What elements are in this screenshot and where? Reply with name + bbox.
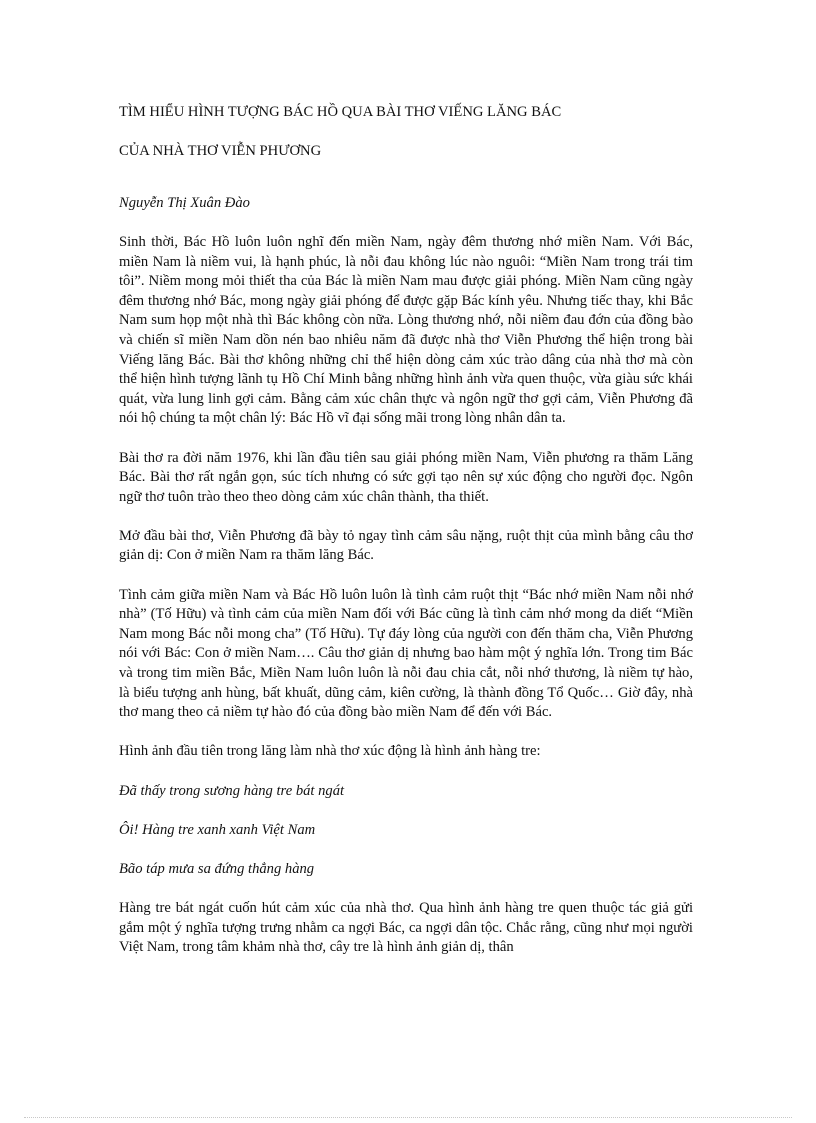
page-bottom-divider [24, 1117, 792, 1118]
paragraph-1: Sinh thời, Bác Hồ luôn luôn nghĩ đến miền Nam, ngày đêm thương nhớ miền Nam. Với Bác, miền Nam là niềm vui, là hạnh phúc, là nỗi đau không lúc nào nguôi: “Miền Nam trong trái tim tôi”. Niềm mong mỏi thiết tha của Bác là miền Nam mau được giải phóng. Miền Nam cũng ngày đêm thương nhớ Bác, mong ngày giải phóng để được gặp Bác kính yêu. Nhưng tiếc thay, khi Bắc Nam sum họp một nhà thì Bác không còn nữa. Lòng thương nhớ, nỗi niềm đau đớn của đồng bào và chiến sĩ miền Nam dồn nén bao nhiêu năm đã được nhà thơ Viễn Phương thể hiện trong bài Viếng lăng Bác. Bài thơ không những chỉ thể hiện dòng cảm xúc trào dâng của nhà thơ mà còn thể hiện hình tượng lãnh tụ Hồ Chí Minh bằng những hình ảnh vừa quen thuộc, vừa giàu sức khái quát, vừa lung linh gợi cảm. Bằng cảm xúc chân thực và ngôn ngữ thơ gợi cảm, Viễn Phương đã nói hộ chúng ta một chân lý: Bác Hồ vĩ đại sống mãi trong lòng nhân dân ta. [119, 233, 693, 427]
paragraph-6: Hàng tre bát ngát cuốn hút cảm xúc của nhà thơ. Qua hình ảnh hàng tre quen thuộc tác giả gửi gắm một ý nghĩa tượng trưng nhằm ca ngợi Bác, ca ngợi dân tộc. Chắc rằng, cũng như mọi người Việt Nam, trong tâm khảm nhà thơ, cây tre là hình ảnh giản dị, thân [119, 900, 693, 956]
paragraph-4: Tình cảm giữa miền Nam và Bác Hồ luôn luôn là tình cảm ruột thịt “Bác nhớ miền Nam nỗi nhớ nhà” (Tố Hữu) và tình cảm của miền Nam đối với Bác cũng là tình cảm nhớ mong da diết “Miền Nam mong Bác nỗi mong cha” (Tố Hữu). Tự đáy lòng của người con đến thăm cha, Viễn Phương nói với Bác: Con ở miền Nam…. Câu thơ giản dị nhưng bao hàm một ý nghĩa lớn. Trong tim Bác và trong tim miền Bắc, Miền Nam luôn luôn là nỗi đau chia cắt, nỗi nhớ thương, là niềm tự hào, là biểu tượng anh hùng, bất khuất, dũng cảm, kiên cường, là thành đồng Tổ Quốc… Giờ đây, nhà thơ mang theo cả niềm tự hào đó của đồng bào miền Nam để đến với Bác. [119, 586, 693, 721]
verse-line-3: Bão táp mưa sa đứng thẳng hàng [119, 860, 315, 877]
paragraph-3: Mở đầu bài thơ, Viễn Phương đã bày tỏ ngay tình cảm sâu nặng, ruột thịt của mình bằng câu thơ giản dị: Con ở miền Nam ra thăm lăng Bác. [119, 527, 693, 564]
paragraph-5: Hình ảnh đầu tiên trong lăng làm nhà thơ xúc động là hình ảnh hàng tre: [119, 743, 541, 760]
document-body [119, 103, 693, 958]
verse-line-1: Đã thấy trong sương hàng tre bát ngát [119, 782, 345, 799]
author-name: Nguyễn Thị Xuân Đào [119, 194, 250, 211]
verse-line-2: Ôi! Hàng tre xanh xanh Việt Nam [119, 821, 316, 838]
paragraph-2: Bài thơ ra đời năm 1976, khi lần đầu tiên sau giải phóng miền Nam, Viễn phương ra thăm Lăng Bác. Bài thơ rất ngắn gọn, súc tích nhưng có sức gợi tạo nên sự xúc động cho người đọc. Ngôn ngữ thơ tuôn trào theo theo dòng cảm xúc chân thành, tha thiết. [119, 449, 693, 505]
title-line-2: CỦA NHÀ THƠ VIỄN PHƯƠNG [119, 143, 322, 160]
title-line-1: TÌM HIỂU HÌNH TƯỢNG BÁC HỒ QUA BÀI THƠ VIẾNG LĂNG BÁC [119, 104, 562, 120]
